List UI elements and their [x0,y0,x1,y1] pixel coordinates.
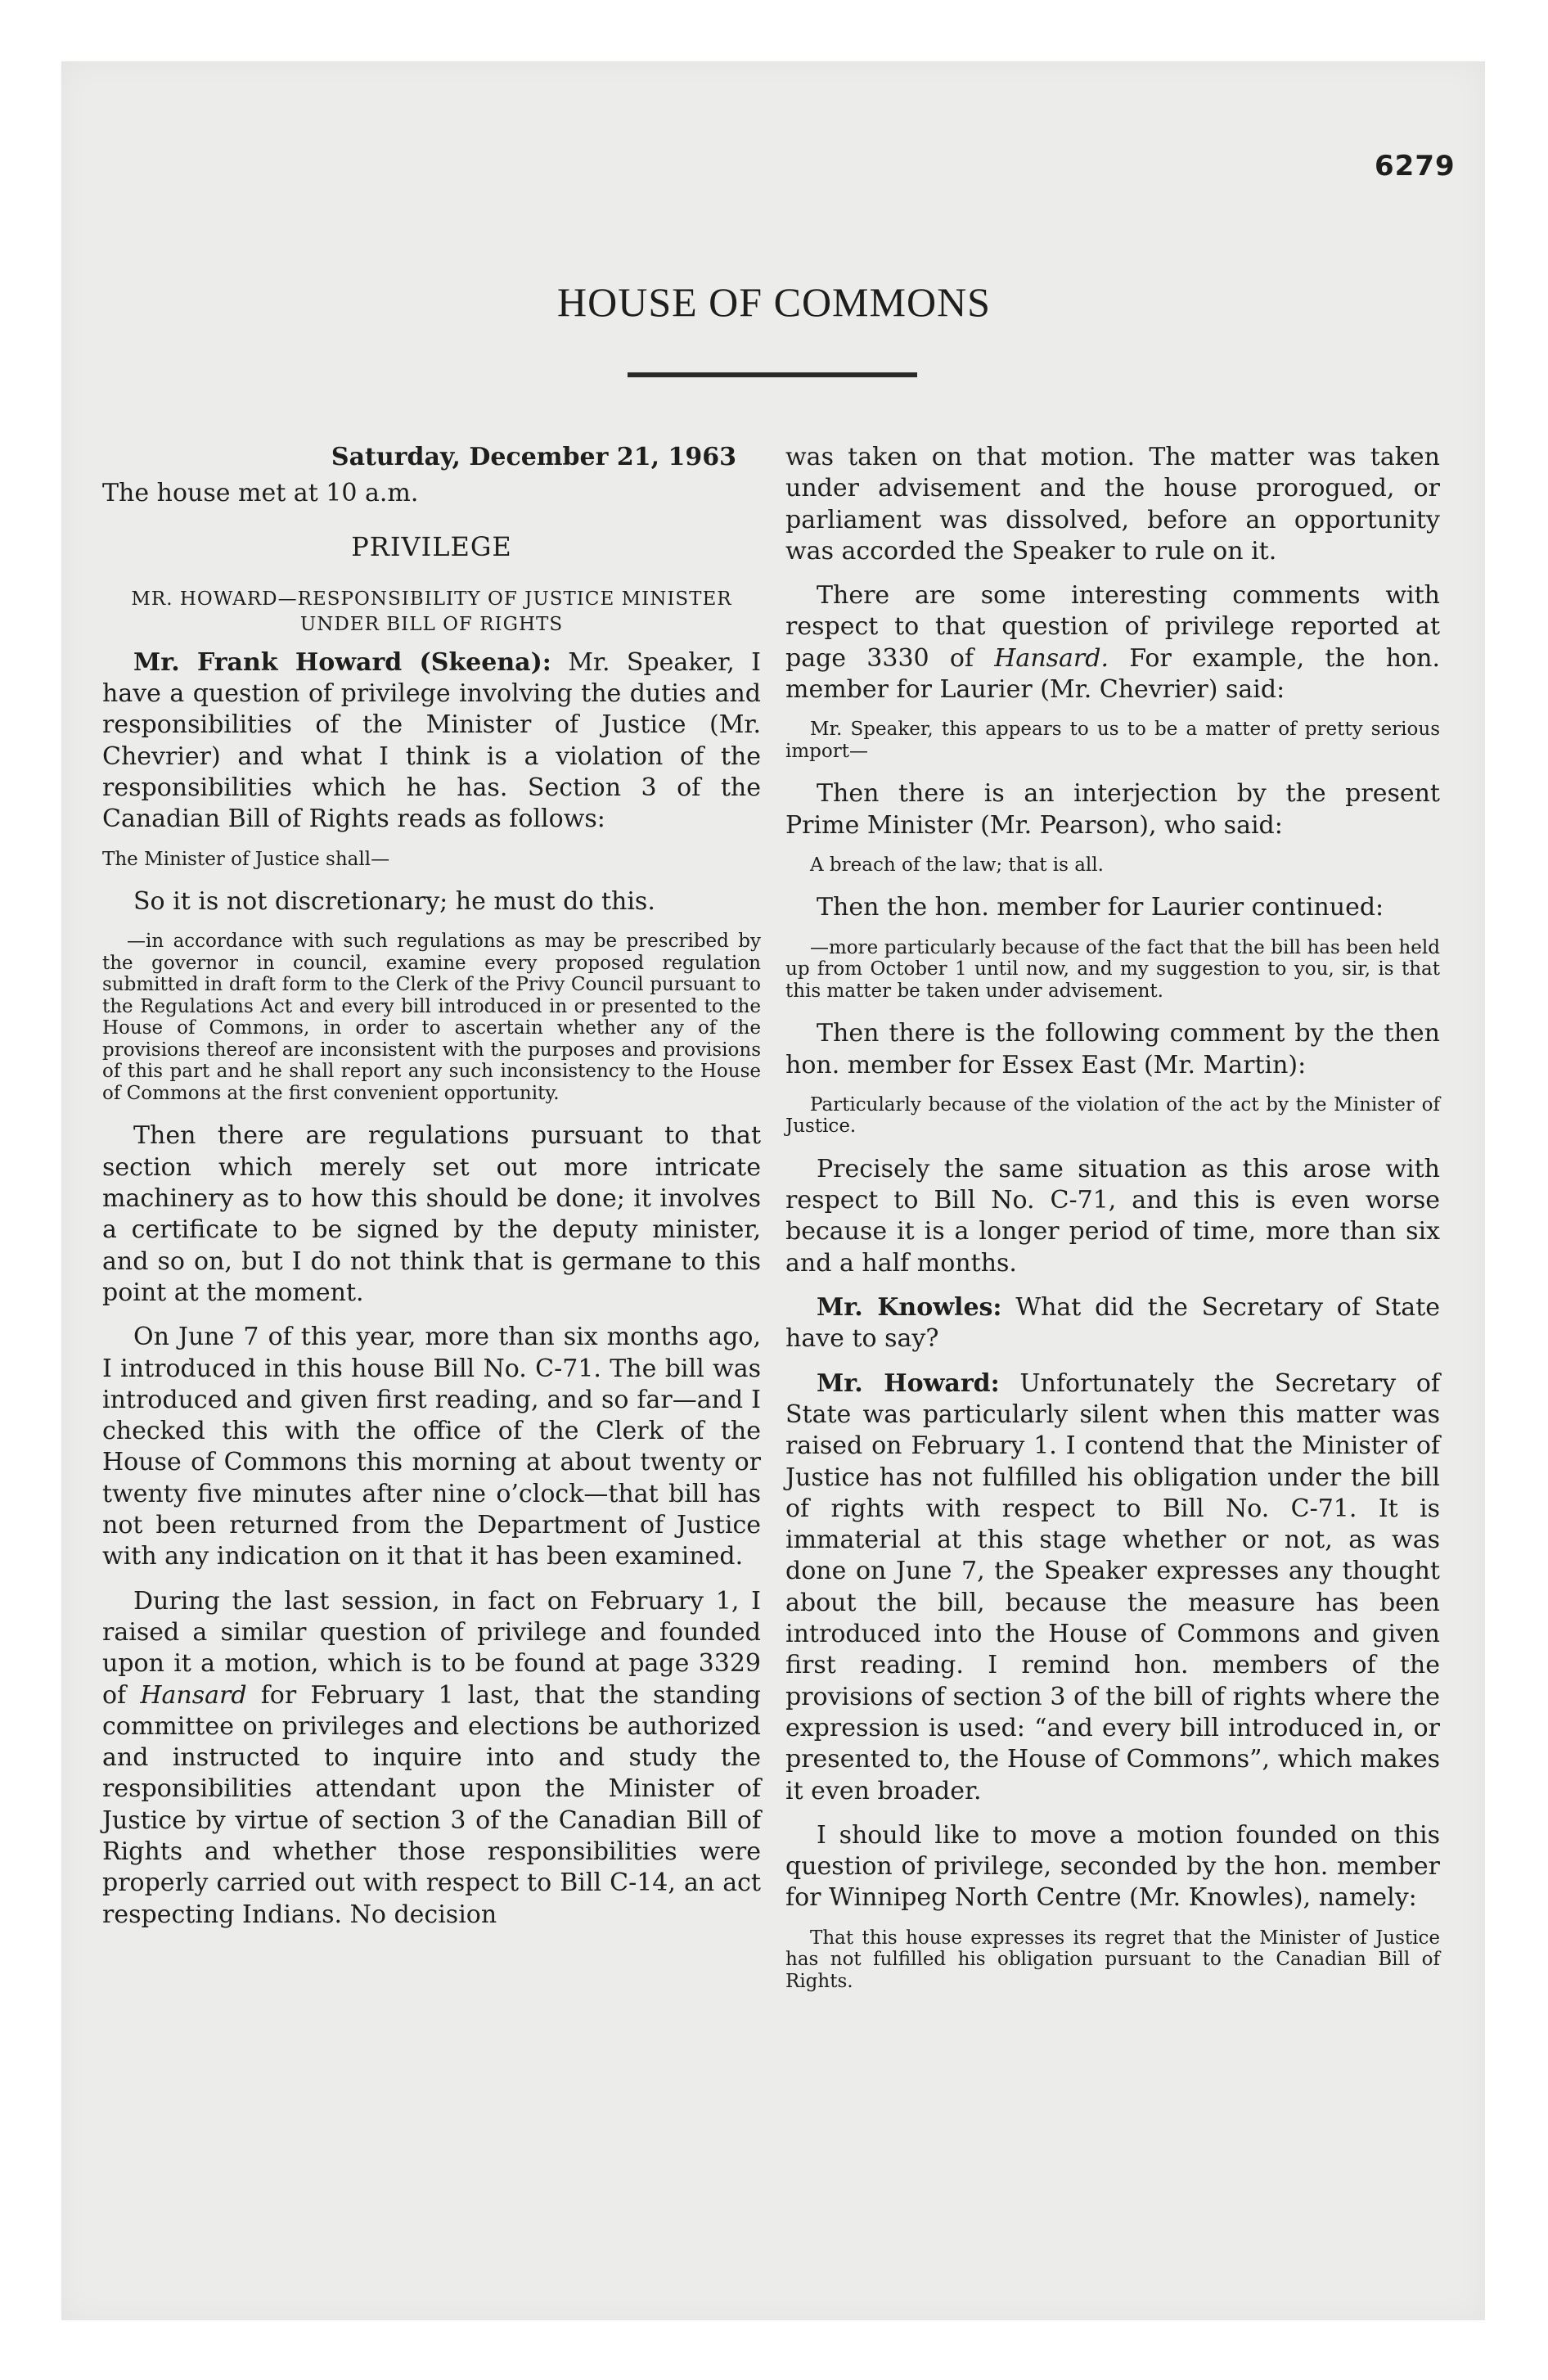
left-column [102,442,761,1944]
paragraph: There are some interesting comments with respect to that question of privilege reported at page 3330 of Hansard. For example, the hon. member for Laurier (Mr. Chevrier) said: [785,581,1440,705]
paragraph: Then there is the following comment by the then hon. member for Essex East (Mr. Martin): [785,1019,1440,1080]
sitting-date: Saturday, December 21, 1963 [331,443,736,471]
paragraph: Mr. Knowles: What did the Secretary of State have to say? [785,1293,1440,1354]
paragraph: So it is not discretionary; he must do this. [133,887,655,917]
paragraph: I should like to move a motion founded on this question of privilege, seconded by the hon. member for Winnipeg North Centre (Mr. Knowles), namely: [785,1820,1440,1913]
speaker-name: Mr. Frank Howard (Skeena): [133,647,551,677]
speaker-name: Mr. Knowles: [817,1293,1002,1323]
quotation: The Minister of Justice shall— [102,848,390,870]
page-number: 6279 [1375,150,1456,183]
title-rule [628,372,917,377]
quotation: Particularly because of the violation of the act by the Minister of Justice. [785,1093,1440,1138]
right-column [785,442,1440,2008]
section-heading: PRIVILEGE [351,530,512,562]
debate-caption: MR. HOWARD—RESPONSIBILITY OF JUSTICE MINISTER UNDER BILL OF RIGHTS [131,588,732,635]
paragraph: Mr. Howard: Unfortunately the Secretary of State was particularly silent when this matter was raised on February 1. I contend that the Minister of Justice has not fulfilled his obligation under the bill of rights with respect to Bill No. C-71. It is immaterial at this stage whether or not, as was done on June 7, the Speaker expresses any thought about the bill, because the measure has been introduced into the House of Commons and given first reading. I remind hon. members of the provisions of section 3 of the bill of rights where the expression is used: “and every bill introduced in, or presented to, the House of Commons”, which makes it even broader. [785,1368,1440,1805]
paragraph: Then there are regulations pursuant to that section which merely set out more intricate machinery as to how this should be done; it involves a certificate to be signed by the deputy minister, and so on, but I do not think that is germane to this point at the moment. [102,1121,761,1307]
speaker-name: Mr. Howard: [817,1368,1000,1398]
paragraph: Then there is an interjection by the present Prime Minister (Mr. Pearson), who said: [785,779,1440,840]
paragraph: During the last session, in fact on February 1, I raised a similar question of privilege and founded upon it a motion, which is to be found at page 3329 of Hansard for February 1 last, that the standing committee on privileges and elections be authorized and instructed to inquire into and study the responsibilities attendant upon the Minister of Justice by virtue of section 3 of the Canadian Bill of Rights and whether those responsibilities were properly carried out with respect to Bill C-14, an act respecting Indians. No decision [102,1586,761,1929]
paragraph: On June 7 of this year, more than six months ago, I introduced in this house Bill No. C-71. The bill was introduced and given first reading, and so far—and I checked this with the office of the Clerk of the House of Commons this morning at about twenty or twenty five minutes after nine o’clock—that bill has not been returned from the Department of Justice with any indication on it that it has been examined. [102,1323,761,1571]
paragraph: was taken on that motion. The matter was taken under advisement and the house prorogued, or parliament was dissolved, before an opportunity was accorded the Speaker to rule on it. [785,443,1440,566]
page-title: HOUSE OF COMMONS [557,279,991,325]
motion-text: That this house expresses its regret that the Minister of Justice has not fulfilled his obligation pursuant to the Canadian Bill of Rights. [785,1927,1440,1992]
quotation: —more particularly because of the fact that the bill has been held up from October 1 until now, and my suggestion to you, sir, is that this matter be taken under advisement. [785,936,1440,1002]
quotation: Mr. Speaker, this appears to us to be a matter of pretty serious import— [785,719,1440,762]
quotation: A breach of the law; that is all. [810,854,1104,876]
quotation: —in accordance with such regulations as may be prescribed by the governor in council, examine every proposed regulation submitted in draft form to the Clerk of the Privy Council pursuant to the Regulations Act and every bill introduced in or presented to the House of Commons, in order to ascertain whether any of the provisions thereof are inconsistent with the purposes and provisions of this part and he shall report any such inconsistency to the House of Commons at the first convenient opportunity. [102,931,761,1104]
paragraph: Mr. Frank Howard (Skeena): Mr. Speaker, I have a question of privilege involving the duties and responsibilities of the Minister of Justice (Mr. Chevrier) and what I think is a violation of the responsibilities which he has. Section 3 of the Canadian Bill of Rights reads as follows: [102,647,761,834]
house-met-line: The house met at 10 a.m. [102,479,419,508]
paragraph: Then the hon. member for Laurier continued: [817,893,1384,922]
paragraph: Precisely the same situation as this arose with respect to Bill No. C-71, and this is even worse because it is a longer period of time, more than six and a half months. [785,1154,1440,1278]
